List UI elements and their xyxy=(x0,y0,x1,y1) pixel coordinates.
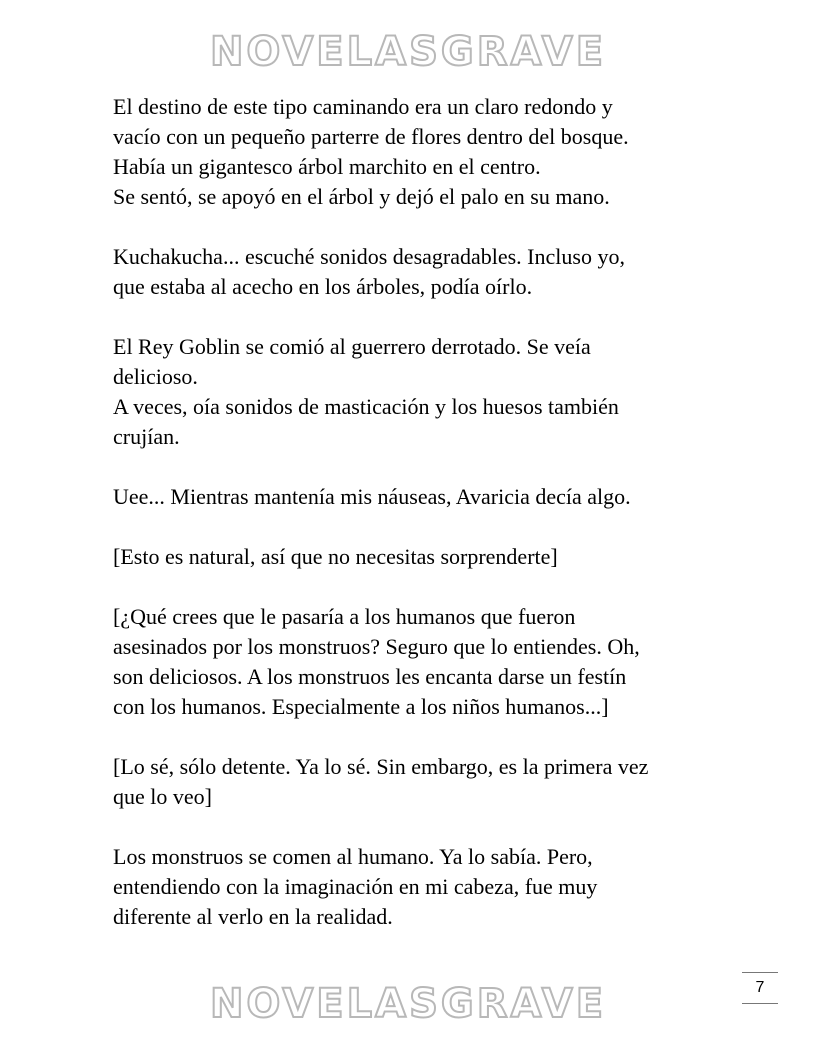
header-watermark-logo: NOVELASGRAVE xyxy=(209,29,607,75)
chapter-text xyxy=(113,92,713,962)
text-line: vacío con un pequeño parterre de flores dentro del bosque. xyxy=(113,124,629,149)
text-line: Los monstruos se comen al humano. Ya lo sabía. Pero, xyxy=(113,844,593,869)
page-number: 7 xyxy=(755,979,765,996)
text-line: asesinados por los monstruos? Seguro que lo entiendes. Oh, xyxy=(113,634,640,659)
paragraph-8 xyxy=(113,842,713,932)
text-line: A veces, oía sonidos de masticación y los huesos también xyxy=(113,394,619,419)
text-line: [¿Qué crees que le pasaría a los humanos que fueron xyxy=(113,604,576,629)
text-line: Uee... Mientras mantenía mis náuseas, Avaricia decía algo. xyxy=(113,484,631,509)
paragraph-5 xyxy=(113,542,713,572)
text-line: delicioso. xyxy=(113,364,198,389)
paragraph-7 xyxy=(113,752,713,812)
text-line: diferente al verlo en la realidad. xyxy=(113,904,393,929)
text-line: El Rey Goblin se comió al guerrero derrotado. Se veía xyxy=(113,334,591,359)
text-line: Había un gigantesco árbol marchito en el centro. xyxy=(113,154,541,179)
text-line: son deliciosos. A los monstruos les encanta darse un festín xyxy=(113,664,627,689)
text-line: con los humanos. Especialmente a los niños humanos...] xyxy=(113,694,609,719)
text-line: entendiendo con la imaginación en mi cabeza, fue muy xyxy=(113,874,598,899)
text-line: crujían. xyxy=(113,424,180,449)
text-line: que estaba al acecho en los árboles, podía oírlo. xyxy=(113,274,533,299)
text-line: Se sentó, se apoyó en el árbol y dejó el palo en su mano. xyxy=(113,184,610,209)
paragraph-1 xyxy=(113,92,713,212)
text-line: que lo veo] xyxy=(113,784,212,809)
footer-watermark-logo: NOVELASGRAVE xyxy=(209,981,607,1027)
paragraph-6 xyxy=(113,602,713,722)
paragraph-4 xyxy=(113,482,713,512)
text-line: [Lo sé, sólo detente. Ya lo sé. Sin embargo, es la primera vez xyxy=(113,754,649,779)
paragraph-3 xyxy=(113,332,713,452)
text-line: [Esto es natural, así que no necesitas sorprenderte] xyxy=(113,544,558,569)
paragraph-2 xyxy=(113,242,713,302)
text-line: El destino de este tipo caminando era un claro redondo y xyxy=(113,94,613,119)
text-line: Kuchakucha... escuché sonidos desagradables. Incluso yo, xyxy=(113,244,625,269)
